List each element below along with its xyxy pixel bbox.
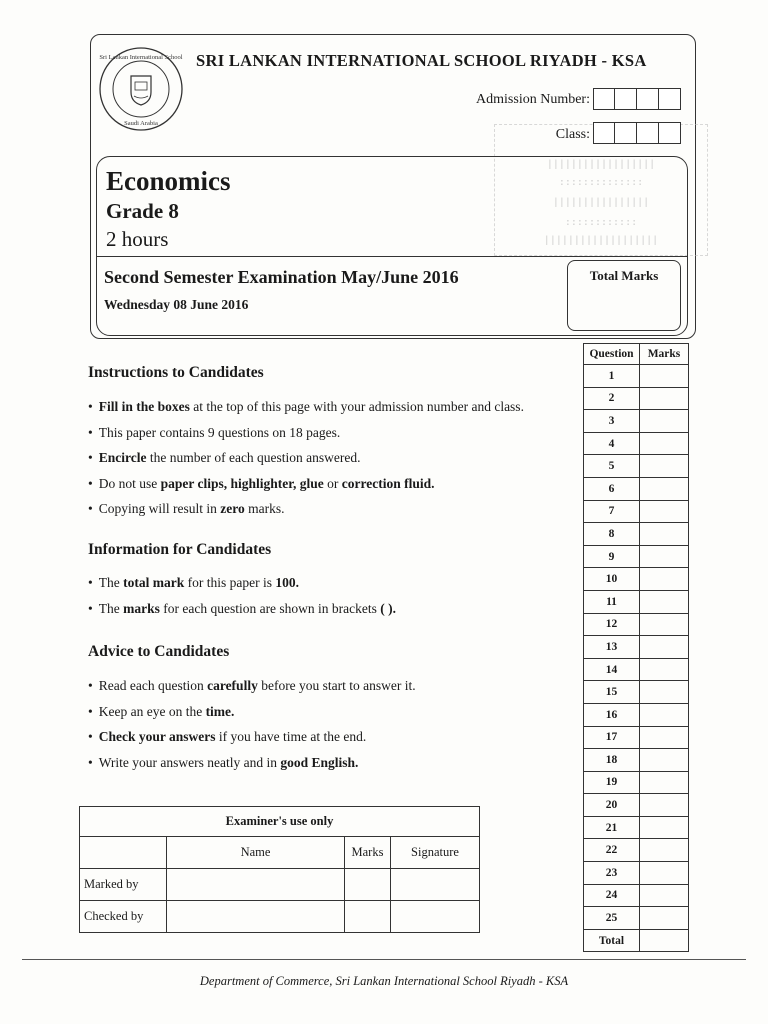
table-row — [584, 703, 689, 726]
total-label: Total — [584, 929, 640, 952]
subject-title: Economics — [106, 166, 231, 196]
table-row — [584, 862, 689, 885]
admission-digit-box[interactable] — [614, 88, 637, 110]
question-marks-cell[interactable] — [640, 500, 689, 523]
information-heading: Information for Candidates — [88, 541, 272, 558]
checked-by-signature-cell[interactable] — [391, 901, 480, 933]
table-row — [584, 771, 689, 794]
question-number[interactable]: 23 — [584, 862, 640, 885]
question-column-header: Question — [584, 344, 640, 365]
question-marks-cell[interactable] — [640, 794, 689, 817]
school-seal-logo — [98, 46, 184, 132]
class-label: Class: — [555, 127, 590, 142]
table-row — [584, 432, 689, 455]
list-item: • Check your answers if you have time at the end. — [88, 724, 416, 750]
footer-text: Department of Commerce, Sri Lankan International School Riyadh - KSA — [199, 974, 569, 988]
table-row — [584, 590, 689, 613]
advice-list — [88, 673, 416, 775]
examiner-name-header: Name — [167, 837, 345, 869]
question-number[interactable]: 7 — [584, 500, 640, 523]
admission-digit-box[interactable] — [658, 88, 681, 110]
table-row — [584, 523, 689, 546]
exam-duration: 2 hours — [106, 227, 169, 251]
list-item: • Fill in the boxes at the top of this page with your admission number and class. — [88, 394, 524, 420]
question-number[interactable]: 15 — [584, 681, 640, 704]
question-marks-cell[interactable] — [640, 771, 689, 794]
table-row — [584, 477, 689, 500]
question-marks-cell[interactable] — [640, 545, 689, 568]
table-row — [584, 455, 689, 478]
question-number[interactable]: 10 — [584, 568, 640, 591]
question-number[interactable]: 13 — [584, 636, 640, 659]
admission-digit-box[interactable] — [636, 88, 659, 110]
question-number[interactable]: 1 — [584, 365, 640, 388]
total-marks-box[interactable] — [567, 260, 681, 331]
admission-number-boxes[interactable] — [594, 88, 681, 110]
question-number[interactable]: 20 — [584, 794, 640, 817]
total-row — [584, 929, 689, 952]
table-row — [584, 387, 689, 410]
subject-divider — [96, 256, 688, 257]
grade-label: Grade 8 — [106, 199, 179, 223]
total-marks-label: Total Marks — [589, 268, 659, 283]
table-row — [584, 749, 689, 772]
table-row — [584, 884, 689, 907]
examiner-empty-cell — [80, 837, 167, 869]
question-marks-table — [583, 343, 689, 952]
question-marks-cell[interactable] — [640, 862, 689, 885]
question-marks-cell[interactable] — [640, 432, 689, 455]
table-row — [584, 839, 689, 862]
table-row — [584, 794, 689, 817]
question-marks-cell[interactable] — [640, 681, 689, 704]
checked-by-name-cell[interactable] — [167, 901, 345, 933]
advice-heading: Advice to Candidates — [88, 643, 230, 660]
question-number[interactable]: 2 — [584, 387, 640, 410]
question-number[interactable]: 8 — [584, 523, 640, 546]
seal-text-top: Sri Lankan International School — [99, 54, 183, 61]
marked-by-name-cell[interactable] — [167, 869, 345, 901]
question-marks-cell[interactable] — [640, 839, 689, 862]
list-item: • This paper contains 9 questions on 18 pages. — [88, 420, 524, 446]
list-item: • Do not use paper clips, highlighter, glue or correction fluid. — [88, 471, 524, 497]
table-row — [584, 410, 689, 433]
question-marks-cell[interactable] — [640, 477, 689, 500]
question-marks-cell[interactable] — [640, 703, 689, 726]
question-marks-cell[interactable] — [640, 387, 689, 410]
question-number[interactable]: 9 — [584, 545, 640, 568]
table-row — [584, 613, 689, 636]
question-number[interactable]: 19 — [584, 771, 640, 794]
question-marks-cell[interactable] — [640, 568, 689, 591]
list-item: • Keep an eye on the time. — [88, 699, 416, 725]
table-row — [584, 545, 689, 568]
question-marks-cell[interactable] — [640, 613, 689, 636]
question-marks-cell[interactable] — [640, 590, 689, 613]
admission-number-label: Admission Number: — [476, 92, 590, 107]
instructions-list — [88, 394, 524, 522]
table-row — [584, 365, 689, 388]
marked-by-marks-cell[interactable] — [345, 869, 391, 901]
list-item: • Copying will result in zero marks. — [88, 496, 524, 522]
question-number[interactable]: 6 — [584, 477, 640, 500]
footer-divider — [22, 959, 746, 960]
examiner-marks-header: Marks — [345, 837, 391, 869]
question-number[interactable]: 24 — [584, 884, 640, 907]
question-marks-cell[interactable] — [640, 455, 689, 478]
question-number[interactable]: 18 — [584, 749, 640, 772]
information-list — [88, 570, 396, 621]
examiner-signature-header: Signature — [391, 837, 480, 869]
question-number[interactable]: 4 — [584, 432, 640, 455]
table-row — [584, 636, 689, 659]
question-marks-cell[interactable] — [640, 410, 689, 433]
list-item: • The marks for each question are shown in brackets ( ). — [88, 596, 396, 622]
question-number[interactable]: 5 — [584, 455, 640, 478]
table-row — [584, 681, 689, 704]
list-item: • The total mark for this paper is 100. — [88, 570, 396, 596]
school-name: SRI LANKAN INTERNATIONAL SCHOOL RIYADH - KSA — [196, 51, 647, 70]
table-row — [584, 658, 689, 681]
question-number[interactable]: 22 — [584, 839, 640, 862]
question-marks-cell[interactable] — [640, 365, 689, 388]
class-char-box[interactable] — [614, 122, 637, 144]
question-number[interactable]: 25 — [584, 907, 640, 930]
list-item: • Encircle the number of each question answered. — [88, 445, 524, 471]
question-marks-cell[interactable] — [640, 658, 689, 681]
marks-table-body — [584, 365, 689, 952]
question-number[interactable]: 3 — [584, 410, 640, 433]
question-marks-cell[interactable] — [640, 816, 689, 839]
examiner-table — [79, 806, 480, 933]
question-number[interactable]: 16 — [584, 703, 640, 726]
marked-by-label: Marked by — [80, 869, 167, 901]
checked-by-label: Checked by — [80, 901, 167, 933]
class-char-box[interactable] — [593, 122, 616, 144]
admission-digit-box[interactable] — [593, 88, 616, 110]
marked-by-signature-cell[interactable] — [391, 869, 480, 901]
question-number[interactable]: 21 — [584, 816, 640, 839]
question-number[interactable]: 17 — [584, 726, 640, 749]
question-marks-cell[interactable] — [640, 884, 689, 907]
checked-by-marks-cell[interactable] — [345, 901, 391, 933]
table-row — [584, 500, 689, 523]
total-marks-cell[interactable] — [640, 929, 689, 952]
class-char-box[interactable] — [636, 122, 659, 144]
question-marks-cell[interactable] — [640, 636, 689, 659]
class-char-box[interactable] — [658, 122, 681, 144]
question-marks-cell[interactable] — [640, 749, 689, 772]
table-row — [584, 568, 689, 591]
exam-date: Wednesday 08 June 2016 — [104, 297, 249, 312]
question-marks-cell[interactable] — [640, 726, 689, 749]
question-number[interactable]: 14 — [584, 658, 640, 681]
faded-stamp: |||||||||||||||||| :::::::::::::: |||||||||||||||| :::::::::::: ||||||||||||||||||| — [494, 124, 708, 256]
table-row — [584, 907, 689, 930]
table-row — [584, 726, 689, 749]
instructions-heading: Instructions to Candidates — [88, 364, 264, 381]
examiner-table-title: Examiner's use only — [80, 807, 480, 837]
question-marks-cell[interactable] — [640, 523, 689, 546]
question-number[interactable]: 11 — [584, 590, 640, 613]
question-marks-cell[interactable] — [640, 907, 689, 930]
class-boxes[interactable] — [594, 122, 681, 144]
list-item: • Write your answers neatly and in good English. — [88, 750, 416, 776]
table-row — [584, 816, 689, 839]
list-item: • Read each question carefully before you start to answer it. — [88, 673, 416, 699]
seal-text-bottom: Saudi Arabia — [124, 120, 158, 127]
exam-title: Second Semester Examination May/June 2016 — [104, 267, 459, 287]
question-number[interactable]: 12 — [584, 613, 640, 636]
marks-column-header: Marks — [640, 344, 689, 365]
